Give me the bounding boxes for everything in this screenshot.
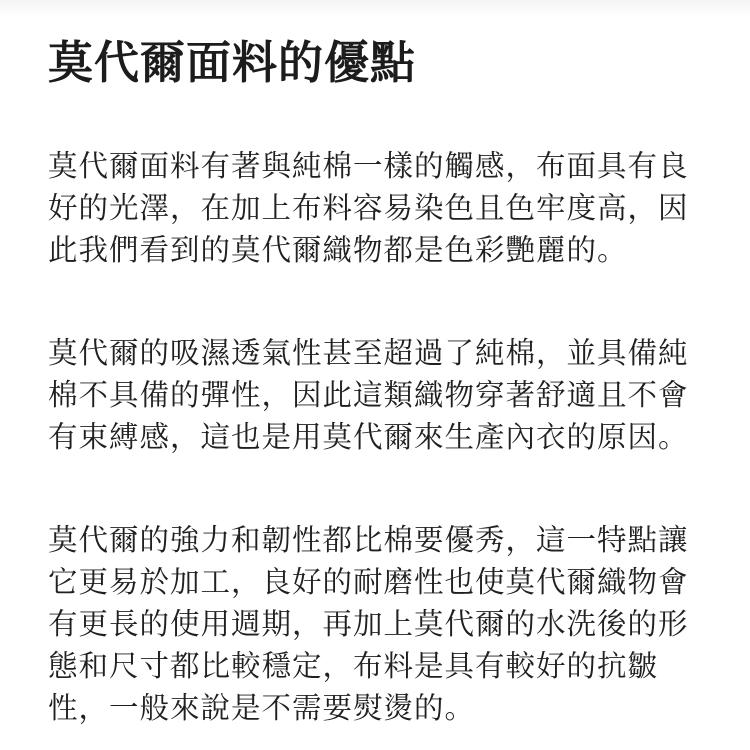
paragraph-line: 莫代爾面料有著與純棉一樣的觸感，布面具有良: [48, 149, 689, 183]
top-cutoff-fade: [0, 0, 750, 16]
paragraph-line: 它更易於加工，良好的耐磨性也使莫代爾織物會: [48, 565, 689, 599]
paragraph-line: 有更長的使用週期，再加上莫代爾的水洗後的形: [48, 607, 689, 641]
paragraph-line: 莫代爾的強力和韌性都比棉要優秀，這一特點讓: [48, 523, 689, 557]
article-body: [48, 145, 698, 729]
paragraph-strength-and-durability: [48, 519, 698, 729]
paragraph-line: 莫代爾的吸濕透氣性甚至超過了純棉，並具備純: [48, 336, 689, 370]
paragraph-line: 好的光澤，在加上布料容易染色且色牢度高，因: [48, 191, 689, 225]
paragraph-line: 此我們看到的莫代爾織物都是色彩艷麗的。: [48, 233, 628, 267]
paragraph-texture-and-color: [48, 145, 698, 271]
paragraph-breathability-and-elasticity: [48, 332, 698, 458]
paragraph-line: 棉不具備的彈性，因此這類織物穿著舒適且不會: [48, 378, 689, 412]
paragraph-line: 有束縛感，這也是用莫代爾來生產內衣的原因。: [48, 420, 689, 454]
article-title: 莫代爾面料的優點: [48, 36, 417, 89]
paragraph-line: 性，一般來說是不需要熨燙的。: [48, 691, 476, 725]
paragraph-line: 態和尺寸都比較穩定，布料是具有較好的抗皺: [48, 649, 659, 683]
